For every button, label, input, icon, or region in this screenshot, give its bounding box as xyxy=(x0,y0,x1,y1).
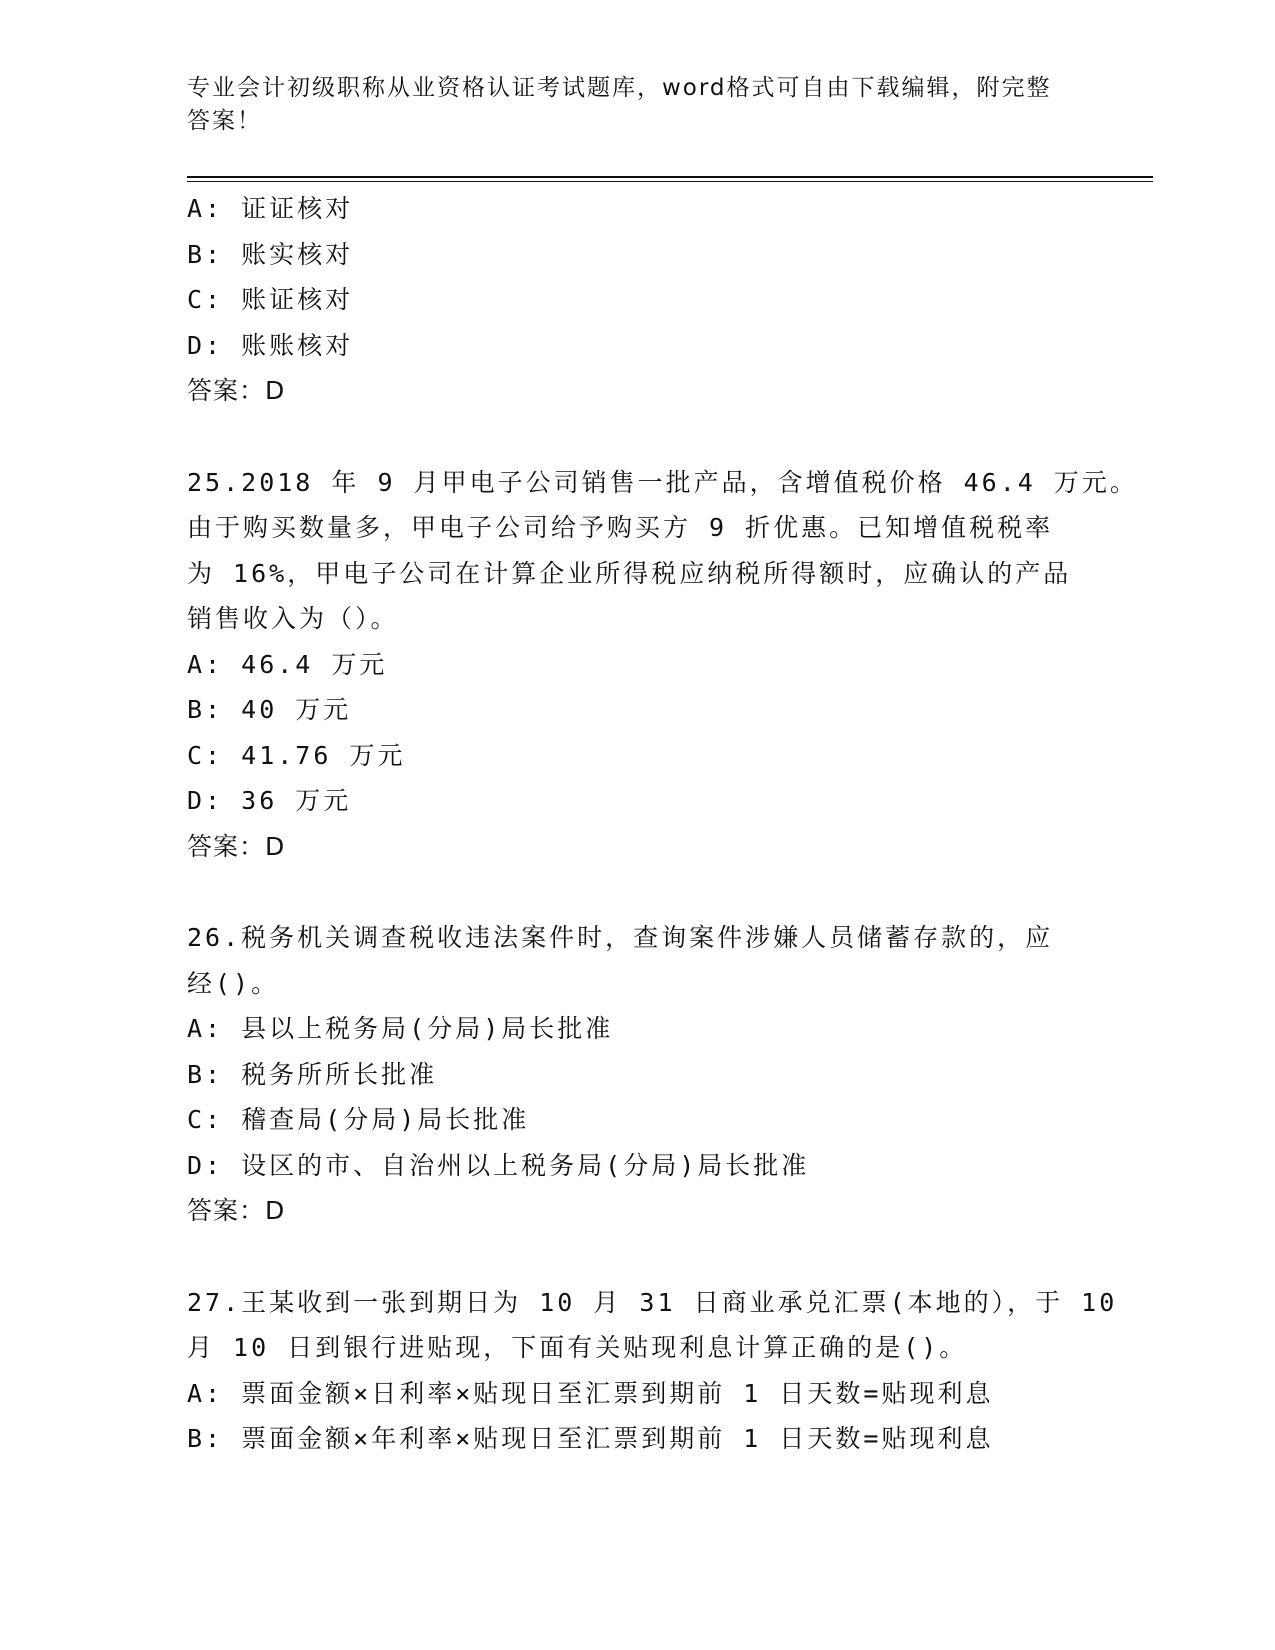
option-a: A: 证证核对 xyxy=(187,194,354,223)
option-d: D: 设区的市、自治州以上税务局(分局)局长批准 xyxy=(187,1150,810,1180)
question-27 xyxy=(187,1280,1118,1462)
page-header: 专业会计初级职称从业资格认证考试题库，word格式可自由下载编辑，附完整答案！ xyxy=(187,75,1052,134)
answer: 答案：D xyxy=(187,376,286,405)
header-divider-thick xyxy=(187,176,1153,178)
option-d: D: 账账核对 xyxy=(187,330,354,360)
spacer xyxy=(187,1234,1087,1280)
question-stem-line: 27.王某收到一张到期日为 10 月 31 日商业承兑汇票(本地的），于 10 xyxy=(187,1287,1118,1317)
question-stem-line: 25.2018 年 9 月甲电子公司销售一批产品，含增值税价格 46.4 万元。 xyxy=(187,467,1138,497)
spacer xyxy=(187,414,1087,460)
option-b: B: 40 万元 xyxy=(187,695,352,724)
question-stem-line: 为 16%，甲电子公司在计算企业所得税应纳税所得额时，应确认的产品 xyxy=(187,558,1072,588)
question-content xyxy=(187,186,1138,1462)
question-24 xyxy=(187,186,1087,414)
option-b: B: 税务所所长批准 xyxy=(187,1059,438,1089)
option-b: B: 账实核对 xyxy=(187,239,354,269)
option-a: A: 46.4 万元 xyxy=(187,649,388,679)
question-25 xyxy=(187,460,1138,870)
answer: 答案：D xyxy=(187,1196,286,1225)
option-a: A: 县以上税务局(分局)局长批准 xyxy=(187,1014,614,1043)
question-stem-line: 销售收入为（）。 xyxy=(187,604,399,633)
spacer xyxy=(187,869,1087,915)
option-a: A: 票面金额×日利率×贴现日至汇票到期前 1 日天数=贴现利息 xyxy=(187,1378,994,1408)
option-c: C: 账证核对 xyxy=(187,285,354,314)
header-divider-thin xyxy=(187,181,1153,182)
question-stem-line: 经()。 xyxy=(187,968,280,998)
answer: 答案：D xyxy=(187,831,286,861)
question-stem-line: 月 10 日到银行进贴现，下面有关贴现利息计算正确的是()。 xyxy=(187,1333,968,1362)
question-stem-line: 由于购买数量多，甲电子公司给予购买方 9 折优惠。已知增值税税率 xyxy=(187,513,1054,542)
option-b: B: 票面金额×年利率×贴现日至汇票到期前 1 日天数=贴现利息 xyxy=(187,1424,994,1453)
question-stem-line: 26.税务机关调查税收违法案件时，查询案件涉嫌人员储蓄存款的，应 xyxy=(187,923,1054,952)
option-c: C: 稽查局(分局)局长批准 xyxy=(187,1105,530,1134)
option-c: C: 41.76 万元 xyxy=(187,740,406,770)
question-26 xyxy=(187,915,1087,1234)
option-d: D: 36 万元 xyxy=(187,786,352,815)
